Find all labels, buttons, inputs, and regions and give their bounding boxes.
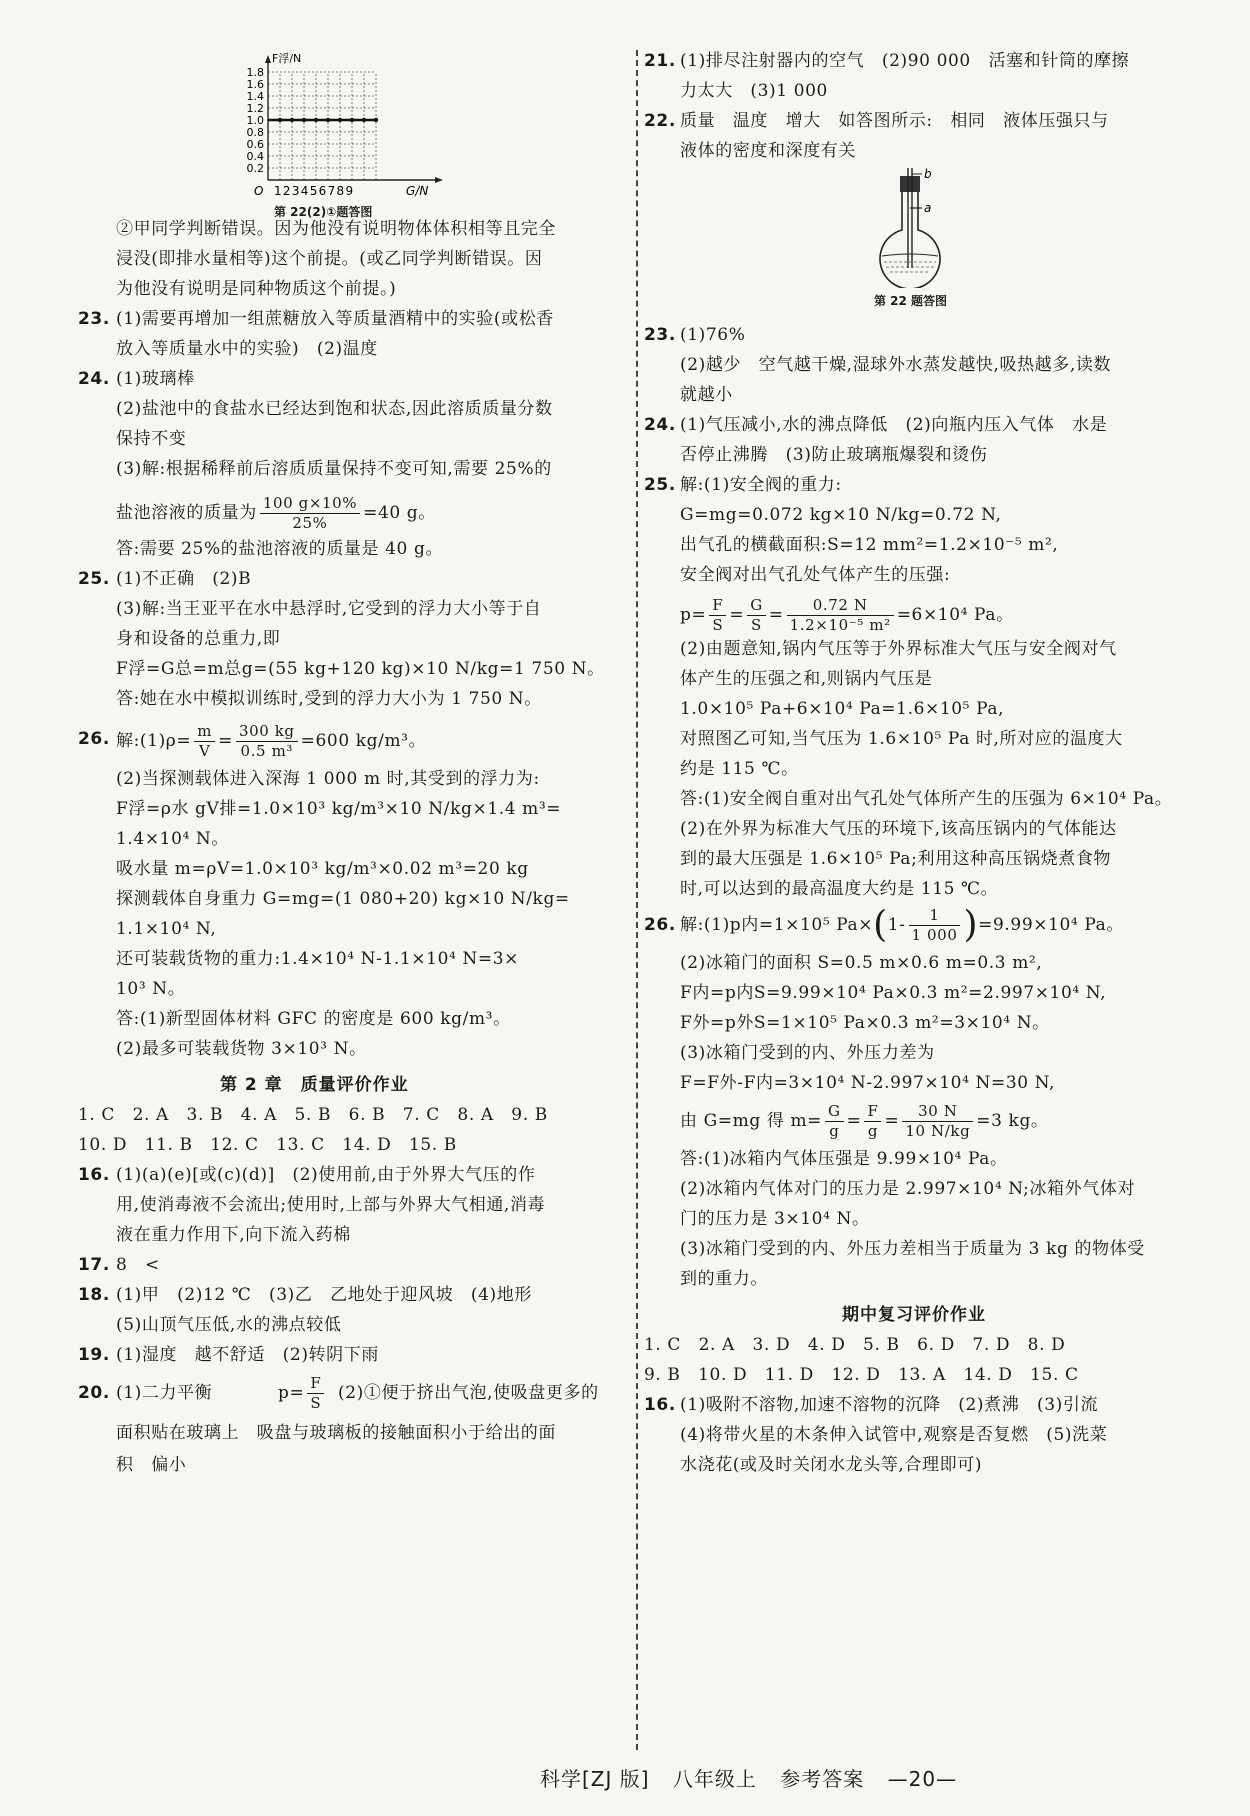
answer-line: 1. C 2. A 3. D 4. D 5. B 6. D 7. D 8. D	[644, 1335, 1066, 1355]
answer-line: 对照图乙可知,当气压为 1.6×10⁵ Pa 时,所对应的温度大	[680, 729, 1123, 749]
answer-line: (1)吸附不溶物,加速不溶物的沉降 (2)煮沸 (3)引流	[680, 1395, 1099, 1415]
answer-line: G=mg=0.072 kg×10 N/kg=0.72 N,	[680, 505, 1002, 525]
answer-line: 保持不变	[116, 429, 187, 449]
y-tick-label: 0.6	[246, 138, 264, 151]
footer-subject: 科学[ZJ 版]	[540, 1767, 650, 1791]
answer-line: (4)将带火星的木条伸入试管中,观察是否复燃 (5)洗菜	[680, 1425, 1108, 1445]
question-number: 16.	[78, 1165, 110, 1185]
answer-line: F浮=G总=m总g=(55 kg+120 kg)×10 N/kg=1 750 N。	[116, 659, 605, 679]
question-number: 25.	[644, 475, 676, 495]
x-axis-label: G/N	[406, 184, 429, 198]
answer-line: 液体的密度和深度有关	[680, 141, 856, 161]
question-number: 20.	[78, 1383, 110, 1403]
answer-line: 面积贴在玻璃上 吸盘与玻璃板的接触面积小于给出的面	[116, 1423, 556, 1443]
flask-figure	[860, 168, 970, 288]
answer-line: (1)需要再增加一组蔗糖放入等质量酒精中的实验(或松香	[116, 309, 554, 329]
y-tick-label: 0.4	[246, 150, 264, 163]
answer-line: 吸水量 m=ρV=1.0×10³ kg/m³×0.02 m³=20 kg	[116, 859, 529, 879]
answer-line: F浮=ρ水 gV排=1.0×10³ kg/m³×10 N/kg×1.4 m³=	[116, 799, 562, 819]
y-tick-label: 1.6	[246, 78, 264, 91]
y-tick-label: 0.8	[246, 126, 264, 139]
answer-line: 力太大 (3)1 000	[680, 81, 828, 101]
answer-line: (2)①便于挤出气泡,使吸盘更多的	[338, 1383, 599, 1403]
answer-line: 答:(1)冰箱内气体压强是 9.99×10⁴ Pa。	[680, 1149, 1008, 1169]
question-number: 24.	[78, 369, 110, 389]
answer-line: 1.4×10⁴ N。	[116, 829, 230, 849]
question-number: 24.	[644, 415, 676, 435]
answer-line: 解:(1)安全阀的重力:	[680, 475, 842, 495]
answer-line: (1)不正确 (2)B	[116, 569, 252, 589]
question-number: 17.	[78, 1255, 110, 1275]
page-footer	[540, 1763, 973, 1792]
formula-line: p= $\frac{F}{S}$	[278, 1374, 327, 1413]
question-number: 23.	[644, 325, 676, 345]
graph-caption: 第 22(2)①题答图	[274, 205, 373, 219]
answer-line: 浸没(即排水量相等)这个前提。(或乙同学判断错误。因	[116, 249, 543, 269]
answer-line: (2)当探测载体进入深海 1 000 m 时,其受到的浮力为:	[116, 769, 540, 789]
answer-line: 1. C 2. A 3. B 4. A 5. B 6. B 7. C 8. A 9. B	[78, 1105, 548, 1125]
answer-line: 身和设备的总重力,即	[116, 629, 281, 649]
chapter-2-heading: 第 2 章 质量评价作业	[220, 1075, 409, 1095]
answer-line: 安全阀对出气孔处气体产生的压强:	[680, 565, 951, 585]
question-number: 19.	[78, 1345, 110, 1365]
y-tick-label: 1.8	[246, 66, 264, 79]
answer-line: 探测载体自身重力 G=mg=(1 080+20) kg×10 N/kg=	[116, 889, 570, 909]
answer-line: (5)山顶气压低,水的沸点较低	[116, 1315, 342, 1335]
answer-line: 体产生的压强之和,则锅内气压是	[680, 669, 933, 689]
formula-line: 盐池溶液的质量为 $\frac{100 g\times 10\%}{25\%}$ =40 g。	[116, 494, 436, 532]
answer-line: 答:(1)新型固体材料 GFC 的密度是 600 kg/m³。	[116, 1009, 511, 1029]
column-divider	[636, 50, 638, 1750]
answer-line: 液在重力作用下,向下流入药棉	[116, 1225, 351, 1245]
answer-line: 8 <	[116, 1255, 160, 1275]
answer-line: F=F外-F内=3×10⁴ N-2.997×10⁴ N=30 N,	[680, 1073, 1056, 1093]
buoyancy-graph	[228, 52, 458, 202]
flask-label-b: b	[924, 168, 932, 181]
answer-line: F内=p内S=9.99×10⁴ Pa×0.3 m²=2.997×10⁴ N,	[680, 983, 1107, 1003]
formula-line: 解:(1)ρ= $\frac{m}{V}$ = $\frac{300 kg}{\text{0.5 m³}}$ =600 kg/m³。	[116, 722, 427, 760]
data-point	[302, 118, 306, 122]
answer-line: 质量 温度 增大 如答图所示: 相同 液体压强只与	[680, 111, 1109, 131]
x-tick-labels: 123456789	[274, 184, 355, 198]
y-axis-label: F浮/N	[272, 52, 302, 65]
answer-line: 为他没有说明是同种物质这个前提。)	[116, 279, 397, 299]
answer-line: 1.1×10⁴ N,	[116, 919, 217, 939]
answer-line: 出气孔的横截面积:S=12 mm²=1.2×10⁻⁵ m²,	[680, 535, 1059, 555]
answer-line: 时,可以达到的最高温度大约是 115 ℃。	[680, 879, 999, 899]
answer-line: 10. D 11. B 12. C 13. C 14. D 15. B	[78, 1135, 457, 1155]
answer-line: (1)湿度 越不舒适 (2)转阴下雨	[116, 1345, 379, 1365]
answer-line: ②甲同学判断错误。因为他没有说明物体体积相等且完全	[116, 219, 556, 239]
answer-line: (3)冰箱门受到的内、外压力差为	[680, 1043, 935, 1063]
answer-line: 到的最大压强是 1.6×10⁵ Pa;利用这种高压锅烧煮食物	[680, 849, 1112, 869]
data-point	[314, 118, 318, 122]
answer-line: 10³ N。	[116, 979, 186, 999]
y-tick-label: 1.4	[246, 90, 264, 103]
answer-line: (1)甲 (2)12 ℃ (3)乙 乙地处于迎风坡 (4)地形	[116, 1285, 532, 1305]
question-number: 22.	[644, 111, 676, 131]
answer-line: F外=p外S=1×10⁵ Pa×0.3 m²=3×10⁴ N。	[680, 1013, 1050, 1033]
answer-line: 就越小	[680, 385, 733, 405]
answer-line: (2)冰箱门的面积 S=0.5 m×0.6 m=0.3 m²,	[680, 953, 1043, 973]
answer-line: (2)越少 空气越干燥,湿球外水蒸发越快,吸热越多,读数	[680, 355, 1112, 375]
data-point	[338, 118, 342, 122]
answer-line: (2)盐池中的食盐水已经达到饱和状态,因此溶质质量分数	[116, 399, 553, 419]
data-point	[278, 118, 282, 122]
data-point	[362, 118, 366, 122]
question-number: 26.	[644, 915, 676, 935]
question-number: 25.	[78, 569, 110, 589]
answer-line: (1)76%	[680, 325, 746, 345]
y-tick-label: 1.2	[246, 102, 264, 115]
formula-line: 由 G=mg 得 m= $\frac{G}{g}$ = $\frac{F}{g}$ = $\frac{30 N}{10 N/kg}$ =3 kg。	[680, 1102, 1049, 1140]
answer-line: 答:需要 25%的盐池溶液的质量是 40 g。	[116, 539, 444, 559]
origin-label: O	[254, 184, 264, 198]
answer-line: (2)最多可装载货物 3×10³ N。	[116, 1039, 367, 1059]
y-tick-label: 1.0	[246, 114, 264, 127]
question-number: 21.	[644, 51, 676, 71]
answer-line: 约是 115 ℃。	[680, 759, 799, 779]
answer-line: 用,使消毒液不会流出;使用时,上部与外界大气相通,消毒	[116, 1195, 546, 1215]
answer-line: 到的重力。	[680, 1269, 768, 1289]
answer-line: (3)解:根据稀释前后溶质质量保持不变可知,需要 25%的	[116, 459, 552, 479]
answer-line: (1)排尽注射器内的空气 (2)90 000 活塞和针筒的摩擦	[680, 51, 1130, 71]
answer-line: (1)二力平衡	[116, 1383, 213, 1403]
formula-line: 解:(1)p内=1×10⁵ Pa×(1- $\frac{1}{1 000}$ )=9.99×10⁴ Pa。	[680, 904, 1124, 946]
answer-line: 否停止沸腾 (3)防止玻璃瓶爆裂和烫伤	[680, 445, 988, 465]
answer-line: (1)气压减小,水的沸点降低 (2)向瓶内压入气体 水是	[680, 415, 1108, 435]
y-tick-label: 0.2	[246, 162, 264, 175]
answer-line: 答:(1)安全阀自重对出气孔处气体所产生的压强为 6×10⁴ Pa。	[680, 789, 1173, 809]
answer-line: (3)解:当王亚平在水中悬浮时,它受到的浮力大小等于自	[116, 599, 542, 619]
answer-line: 积 偏小	[116, 1455, 187, 1475]
midterm-heading: 期中复习评价作业	[842, 1305, 986, 1325]
question-number: 16.	[644, 1395, 676, 1415]
data-point	[350, 118, 354, 122]
answer-line: (3)冰箱门受到的内、外压力差相当于质量为 3 kg 的物体受	[680, 1239, 1145, 1259]
footer-label: 参考答案	[780, 1767, 865, 1791]
answer-line: 还可装载货物的重力:1.4×10⁴ N-1.1×10⁴ N=3×	[116, 949, 519, 969]
answer-line: (2)冰箱内气体对门的压力是 2.997×10⁴ N;冰箱外气体对	[680, 1179, 1136, 1199]
page-number: —20—	[887, 1767, 958, 1791]
answer-line: (1)玻璃棒	[116, 369, 195, 389]
footer-grade: 八年级上	[672, 1767, 757, 1791]
question-number: 18.	[78, 1285, 110, 1305]
flask-label-a: a	[924, 201, 932, 215]
answer-line: 放入等质量水中的实验) (2)温度	[116, 339, 378, 359]
stopper	[900, 176, 920, 192]
data-point	[374, 118, 378, 122]
flask-caption: 第 22 题答图	[874, 294, 948, 308]
question-number: 23.	[78, 309, 110, 329]
answer-line: 答:她在水中模拟训练时,受到的浮力大小为 1 750 N。	[116, 689, 542, 709]
answer-line: (2)由题意知,锅内气压等于外界标准大气压与安全阀对气	[680, 639, 1117, 659]
answer-line: (1)(a)(e)[或(c)(d)] (2)使用前,由于外界大气压的作	[116, 1165, 536, 1185]
answer-line: 1.0×10⁵ Pa+6×10⁴ Pa=1.6×10⁵ Pa,	[680, 699, 1005, 719]
data-point	[290, 118, 294, 122]
question-number: 26.	[78, 729, 110, 749]
formula-line: p= $\frac{F}{S}$ = $\frac{G}{S}$ = $\frac{0.72 N}{\text{1.2×10⁻⁵ m²}}$ =6×10⁴ Pa。	[680, 596, 1014, 634]
data-point	[326, 118, 330, 122]
answer-line: (2)在外界为标准大气压的环境下,该高压锅内的气体能达	[680, 819, 1117, 839]
answer-line: 水浇花(或及时关闭水龙头等,合理即可)	[680, 1455, 983, 1475]
answer-line: 9. B 10. D 11. D 12. D 13. A 14. D 15. C	[644, 1365, 1079, 1385]
answer-line: 门的压力是 3×10⁴ N。	[680, 1209, 870, 1229]
